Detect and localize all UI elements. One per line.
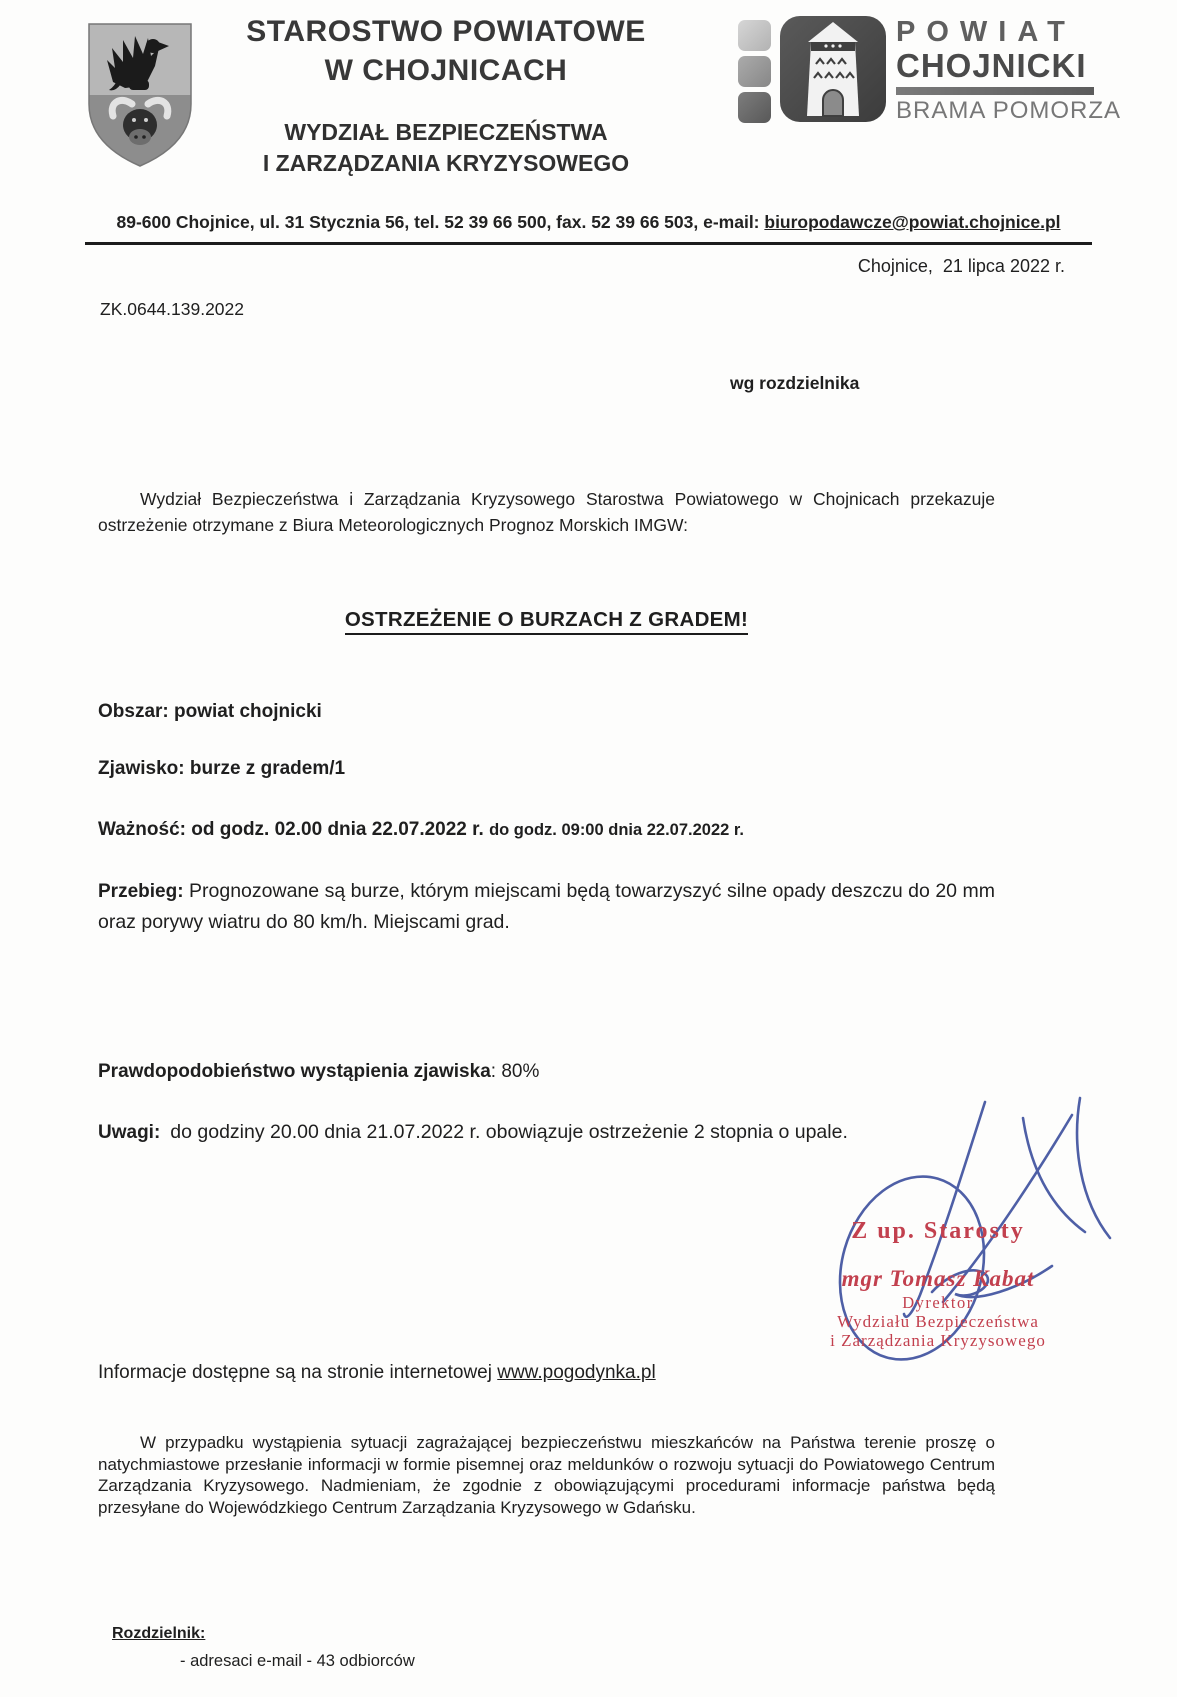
phenomenon-label: Zjawisko:: [98, 758, 185, 779]
distribution-note: wg rozdzielnika: [730, 373, 860, 393]
probability-value: : 80%: [490, 1061, 540, 1082]
field-course: [98, 876, 995, 938]
org-name-line2: W CHOJNICACH: [324, 54, 568, 87]
org-name-line1: STAROSTWO POWIATOWE: [246, 15, 646, 48]
course-text: Prognozowane są burze, którym miejscami będą towarzyszyć silne opady deszczu do 20 mm oraz porywy wiatru do 80 km/h. Miejscami grad.: [98, 880, 995, 933]
contact-address-text: 89-600 Chojnice, ul. 31 Stycznia 56, tel. 52 39 66 500, fax. 52 39 66 503, e-mail:: [116, 212, 765, 232]
validity-label: Ważność:: [98, 819, 186, 840]
intro-paragraph: Wydział Bezpieczeństwa i Zarządzania Kryzysowego Starostwa Powiatowego w Chojnicach przekazuje ostrzeżenie otrzymane z Biura Meteorologicznych Prognoz Morskich IMGW:: [98, 489, 995, 535]
field-probability: [98, 1061, 539, 1083]
field-validity: [98, 819, 744, 841]
closing-paragraph: W przypadku wystąpienia sytuacji zagrażającej bezpieczeństwu mieszkańców na Państwa terenie proszę o natychmiastowe przesłanie informacji w formie pisemnej oraz meldunków o rozwoju sytuacji do Powiatowego Centrum Zarządzania Kryzysowego. Nadmieniam, że zgodnie z obowiązującymi procedurami informacje państwa będą przesyłane do Wojewódzkiego Centrum Zarządzania Kryzysowego w Gdańsku.: [98, 1433, 995, 1518]
dept-name-line2: I ZARZĄDZANIA KRYZYSOWEGO: [262, 150, 630, 176]
remarks-label: Uwagi:: [98, 1122, 161, 1143]
logo-square-light: [738, 20, 771, 51]
contact-line: [85, 212, 1092, 233]
info-text: Informacje dostępne są na stronie internetowej: [98, 1362, 498, 1383]
area-label: Obszar:: [98, 701, 169, 722]
warning-title-wrap: [98, 608, 995, 632]
header-divider: [85, 242, 1092, 245]
place-and-date: Chojnice, 21 lipca 2022 r.: [857, 256, 1065, 276]
field-area: [98, 701, 322, 723]
gate-tower-icon: [780, 16, 886, 122]
field-phenomenon: [98, 758, 345, 780]
powiat-chojnicki-logo: [738, 16, 1122, 125]
logo-square-dark: [738, 92, 771, 123]
area-value: powiat chojnicki: [168, 701, 322, 722]
letterhead-titles: [228, 12, 664, 179]
info-line: [98, 1362, 656, 1384]
stamp-name: mgr Tomasz Kabat: [841, 1266, 1035, 1291]
chojnice-coat-of-arms: [85, 20, 195, 170]
dept-name-line1: WYDZIAŁ BEZPIECZEŃSTWA: [284, 119, 608, 145]
logo-gradient-squares: [738, 20, 771, 123]
remarks-text: do godziny 20.00 dnia 21.07.2022 r. obowiązuje ostrzeżenie 2 stopnia o upale.: [170, 1121, 848, 1143]
logo-chojnicki-text: CHOJNICKI: [896, 47, 1087, 84]
stamp-dept-line2: i Zarządzania Kryzysowego: [830, 1331, 1046, 1350]
stamp-dept-line1: Wydziału Bezpieczeństwa: [837, 1312, 1039, 1331]
warning-title: OSTRZEŻENIE O BURZACH Z GRADEM!: [345, 608, 748, 635]
validity-from: od godz. 02.00 dnia 22.07.2022 r.: [185, 819, 490, 840]
probability-label: Prawdopodobieństwo wystąpienia zjawiska: [98, 1061, 491, 1082]
stamp-authority-line: Z up. Starosty: [851, 1218, 1025, 1244]
contact-email-link[interactable]: biuropodawcze@powiat.chojnice.pl: [764, 212, 1061, 232]
field-remarks: [98, 1121, 848, 1144]
logo-square-mid: [738, 56, 771, 87]
pogodynka-link[interactable]: www.pogodynka.pl: [497, 1362, 656, 1383]
logo-wordmark: [896, 16, 1122, 125]
logo-underline-bar: [896, 87, 1094, 95]
course-label: Przebieg:: [98, 881, 184, 902]
logo-powiat-text: POWIAT: [896, 16, 1076, 48]
distribution-item: - adresaci e-mail - 43 odbiorców: [180, 1652, 415, 1670]
official-stamp: [818, 1218, 1058, 1350]
logo-brama-pomorza-text: BRAMA POMORZA: [896, 97, 1122, 124]
distribution-label: Rozdzielnik:: [112, 1625, 206, 1642]
phenomenon-value: burze z gradem/1: [184, 758, 346, 779]
validity-to: do godz. 09:00 dnia 22.07.2022 r.: [489, 821, 745, 839]
stamp-position: Dyrektor: [902, 1293, 974, 1312]
reference-number: ZK.0644.139.2022: [100, 299, 245, 319]
